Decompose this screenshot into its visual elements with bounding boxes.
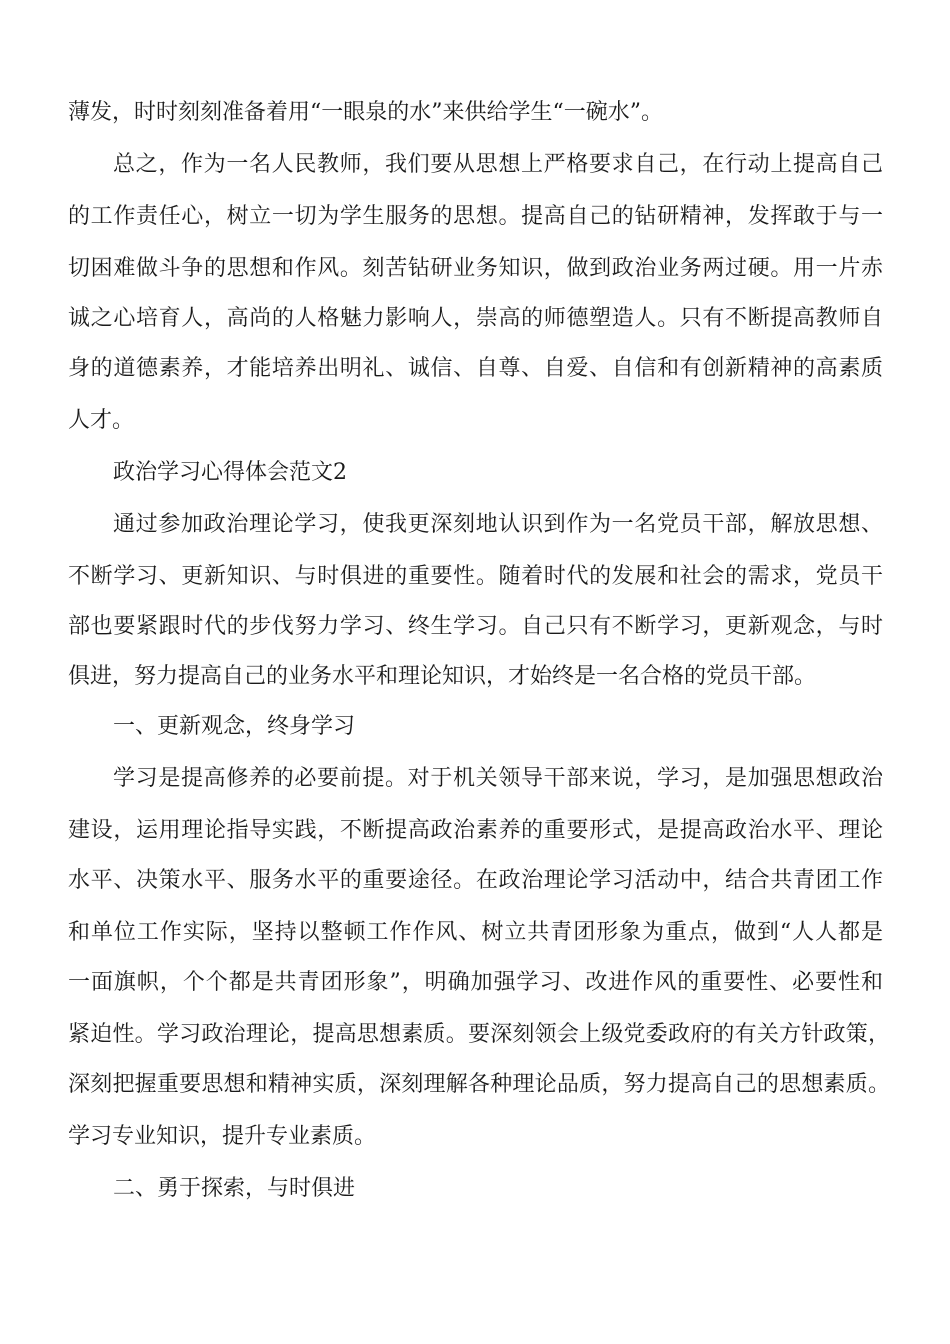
paragraph-line: 水平、决策水平、服务水平的重要途径。在政治理论学习活动中，结合共青团工作: [68, 868, 883, 893]
paragraph-line: 薄发，时时刻刻准备着用“一眼泉的水”来供给学生“一碗水”。: [68, 100, 663, 125]
paragraph-line: 和单位工作实际，坚持以整顿工作作风、树立共青团形象为重点，做到“人人都是: [68, 920, 883, 945]
paragraph-line: 身的道德素养，才能培养出明礼、诚信、自尊、自爱、自信和有创新精神的高素质: [68, 356, 883, 381]
paragraph-line: 俱进，努力提高自己的业务水平和理论知识，才始终是一名合格的党员干部。: [68, 664, 817, 689]
paragraph-line: 一面旗帜，个个都是共青团形象”，明确加强学习、改进作风的重要性、必要性和: [68, 970, 883, 995]
paragraph-line: 建设，运用理论指导实践，不断提高政治素养的重要形式，是提高政治水平、理论: [68, 818, 883, 843]
section-heading: 政治学习心得体会范文2: [113, 460, 347, 485]
paragraph-line: 人才。: [68, 408, 135, 433]
paragraph-line: 部也要紧跟时代的步伐努力学习、终生学习。自己只有不断学习，更新观念，与时: [68, 614, 883, 639]
paragraph-line: 学习是提高修养的必要前提。对于机关领导干部来说，学习，是加强思想政治: [113, 766, 883, 791]
paragraph-line: 紧迫性。学习政治理论，提高思想素质。要深刻领会上级党委政府的有关方针政策，: [68, 1022, 890, 1047]
paragraph-line: 切困难做斗争的思想和作风。刻苦钻研业务知识，做到政治业务两过硬。用一片赤: [68, 256, 883, 281]
paragraph-line: 的工作责任心，树立一切为学生服务的思想。提高自己的钻研精神，发挥敢于与一: [68, 204, 883, 229]
subsection-heading: 一、更新观念，终身学习: [113, 714, 356, 739]
paragraph-line: 深刻把握重要思想和精神实质，深刻理解各种理论品质，努力提高自己的思想素质。: [68, 1072, 890, 1097]
paragraph-line: 学习专业知识，提升专业素质。: [68, 1124, 377, 1149]
subsection-heading: 二、勇于探索，与时俱进: [113, 1176, 356, 1201]
paragraph-line: 总之，作为一名人民教师，我们要从思想上严格要求自己，在行动上提高自己: [113, 152, 883, 177]
paragraph-line: 不断学习、更新知识、与时俱进的重要性。随着时代的发展和社会的需求，党员干: [68, 564, 883, 589]
paragraph-line: 诚之心培育人，高尚的人格魅力影响人，崇高的师德塑造人。只有不断提高教师自: [68, 306, 883, 331]
paragraph-line: 通过参加政治理论学习，使我更深刻地认识到作为一名党员干部，解放思想、: [113, 512, 883, 537]
